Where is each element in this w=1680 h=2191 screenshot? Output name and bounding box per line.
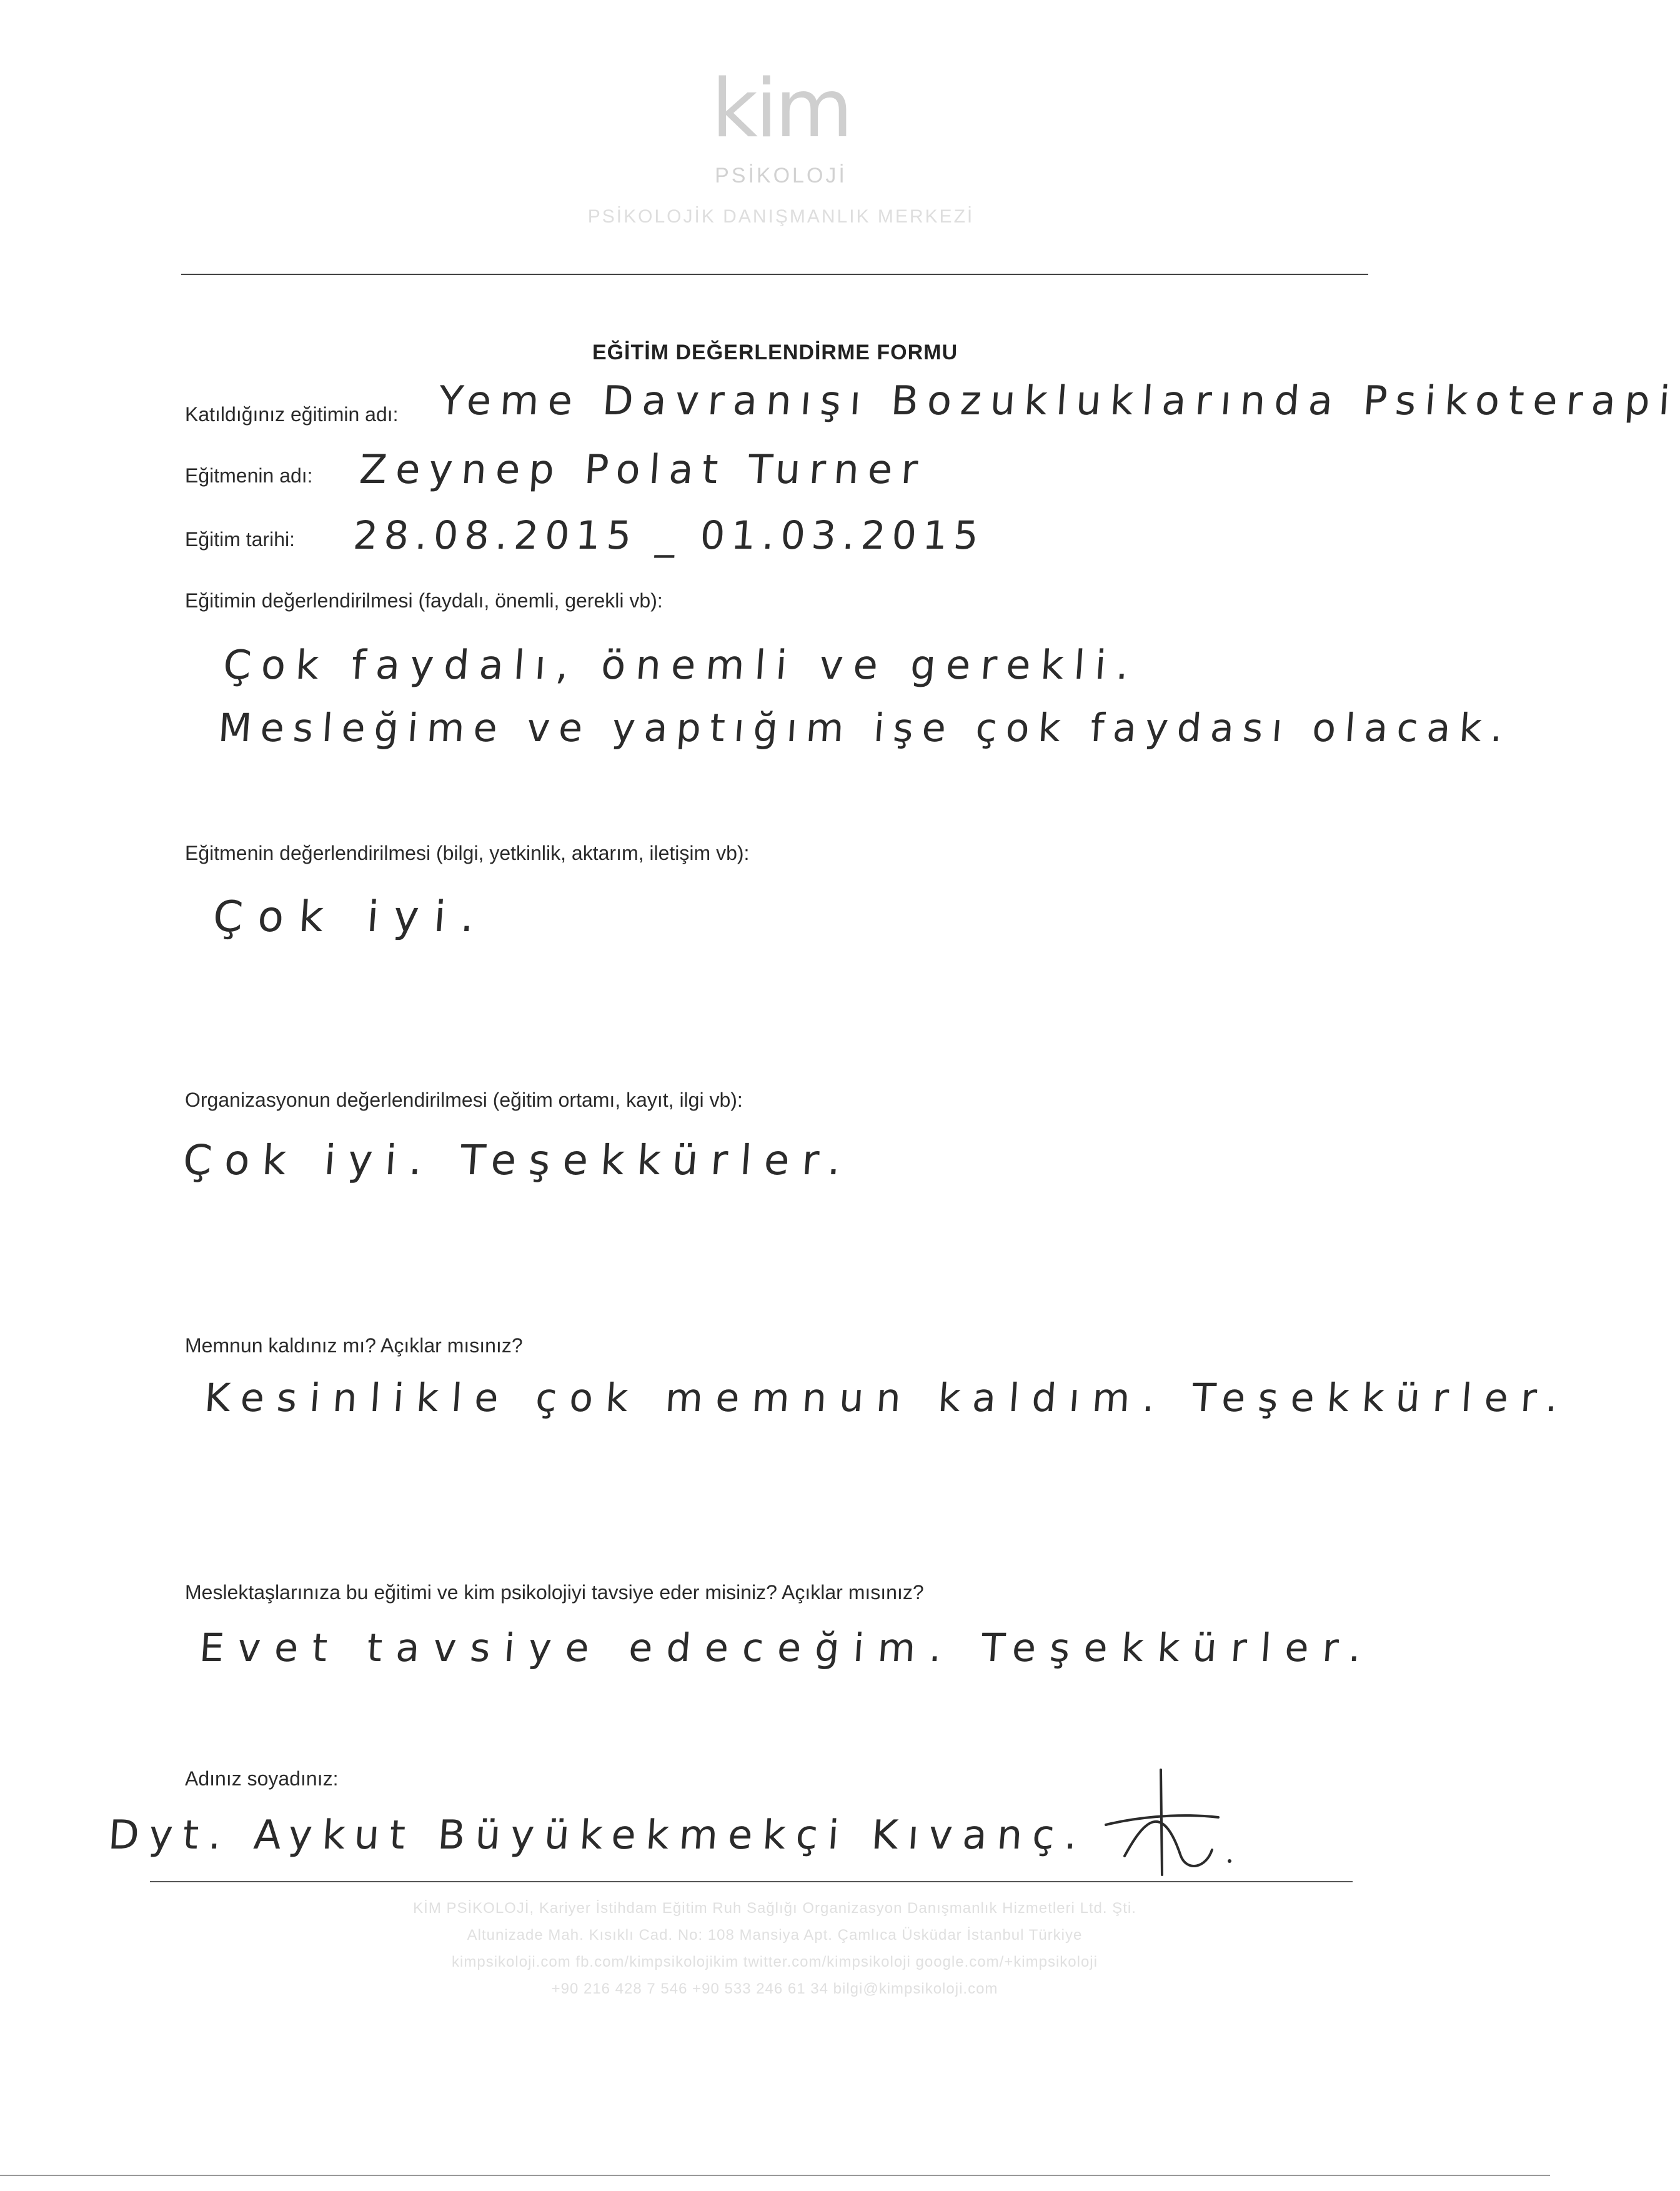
trainer-name-label: Eğitmenin adı: — [185, 464, 313, 487]
logo — [700, 62, 862, 162]
form-title: EĞİTİM DEĞERLENDİRME FORMU — [592, 341, 958, 364]
signature-mark — [1087, 1762, 1237, 1887]
footer-contact: +90 216 428 7 546 +90 533 246 61 34 bilgi@kimpsikoloji.com — [551, 1980, 998, 1997]
organization-eval-label: Organizasyonun değerlendirilmesi (eğitim ortamı, kayıt, ilgi vb): — [185, 1089, 743, 1111]
footer-web: kimpsikoloji.com fb.com/kimpsikolojikim twitter.com/kimpsikoloji google.com/+kimpsikoloji — [452, 1954, 1098, 1970]
page-bottom-edge — [0, 2175, 1550, 2176]
training-date-label: Eğitim tarihi: — [185, 528, 296, 551]
recommend-value: Evet tavsiye edeceğim. Teşekkürler. — [197, 1625, 1376, 1670]
trainer-name-value: Zeynep Polat Turner — [357, 447, 928, 493]
header-divider — [181, 274, 1368, 275]
training-eval-label: Eğitimin değerlendirilmesi (faydalı, önemli, gerekli vb): — [185, 589, 663, 612]
logo-wordmark: kim — [711, 62, 851, 156]
footer-address: Altunizade Mah. Kısıklı Cad. No: 108 Mansiya Apt. Çamlıca Üsküdar İstanbul Türkiye — [467, 1927, 1083, 1944]
training-date-value: 28.08.2015 _ 01.03.2015 — [351, 512, 987, 558]
footer-company: KİM PSİKOLOJİ, Kariyer İstihdam Eğitim Ruh Sağlığı Organizasyon Danışmanlık Hizmetleri Ltd. Şti. — [413, 1900, 1136, 1917]
footer-divider — [150, 1881, 1353, 1882]
training-name-label: Katıldığınız eğitimin adı: — [185, 403, 399, 426]
full-name-label: Adınız soyadınız: — [185, 1767, 339, 1790]
satisfaction-value: Kesinlikle çok memnun kaldım. Teşekkürler. — [202, 1375, 1573, 1420]
training-name-value: Yeme Davranışı Bozukluklarında Psikoterapi — [437, 378, 1680, 424]
logo-tagline: PSİKOLOJİK DANIŞMANLIK MERKEZİ — [587, 206, 975, 227]
training-eval-line1: Çok faydalı, önemli ve gerekli. — [221, 642, 1141, 689]
satisfaction-label: Memnun kaldınız mı? Açıklar mısınız? — [185, 1334, 523, 1357]
logo-subtitle: PSİKOLOJİ — [715, 164, 847, 187]
full-name-value: Dyt. Aykut Büyükekmekçi Kıvanç. — [106, 1812, 1089, 1859]
organization-eval-value: Çok iyi. Teşekkürler. — [181, 1136, 855, 1184]
recommend-label: Meslektaşlarınıza bu eğitimi ve kim psikolojiyi tavsiye eder misiniz? Açıklar mısınız? — [185, 1581, 924, 1604]
trainer-eval-label: Eğitmenin değerlendirilmesi (bilgi, yetkinlik, aktarım, iletişim vb): — [185, 842, 750, 864]
training-eval-line2: Mesleğime ve yaptığım işe çok faydası olacak. — [216, 705, 1513, 751]
trainer-eval-value: Çok iyi. — [211, 892, 491, 942]
